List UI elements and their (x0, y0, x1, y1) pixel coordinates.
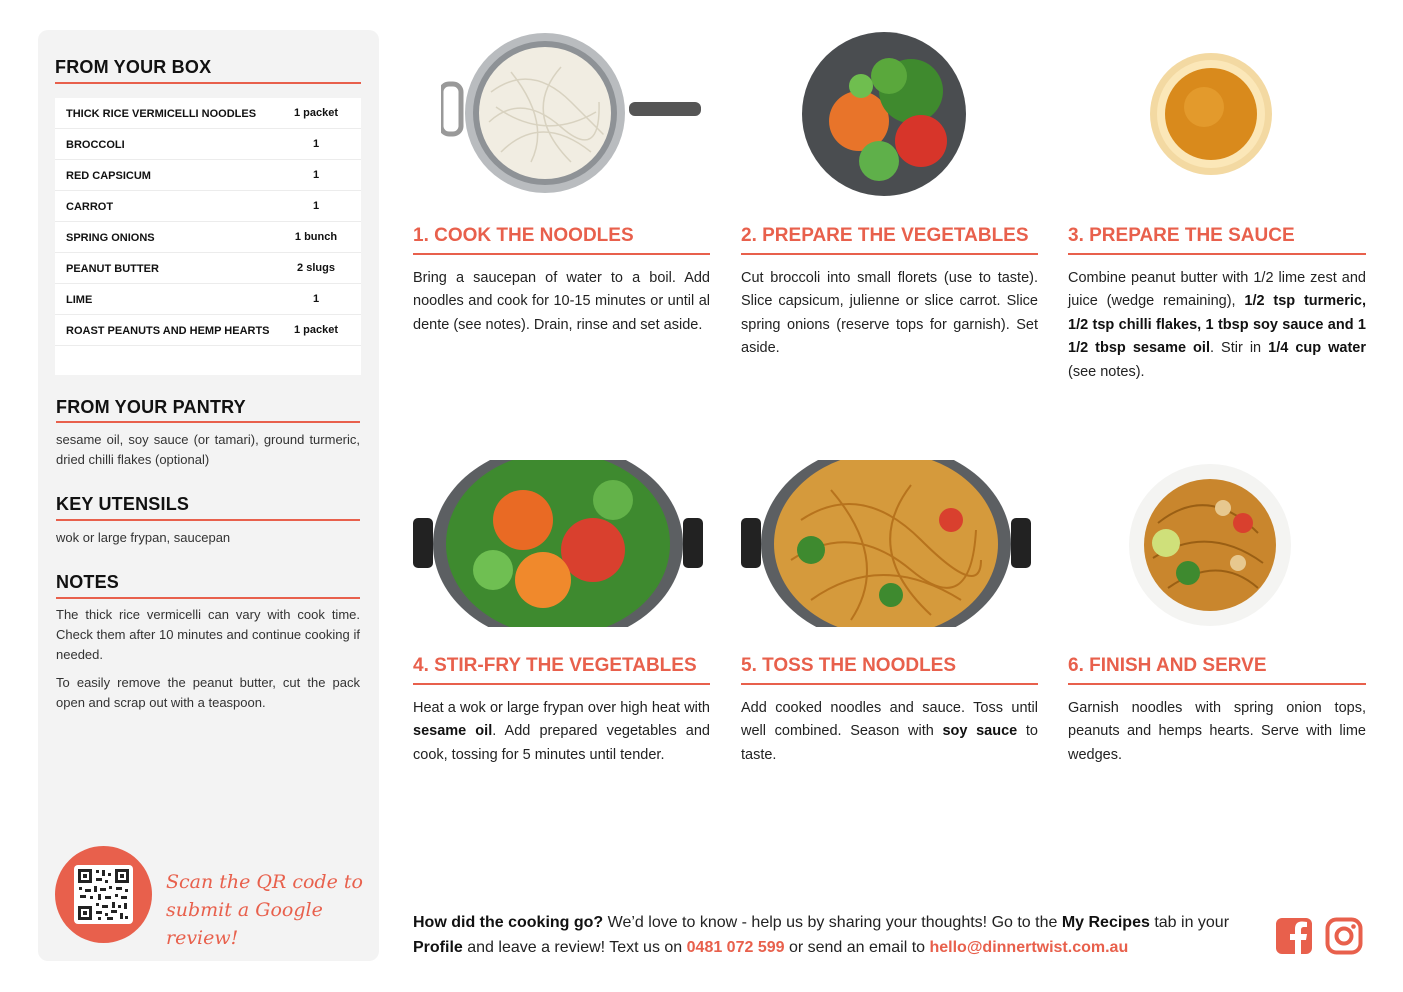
qr-caption-line: Scan the QR code to (166, 871, 363, 893)
qr-code-icon (74, 865, 133, 924)
ingredient-name: THICK RICE VERMICELLI NOODLES (66, 108, 257, 120)
key-utensils-rule (56, 519, 360, 521)
table-row (55, 315, 361, 346)
feedback-footer (413, 910, 1263, 960)
phone-link[interactable]: 0481 072 599 (686, 939, 785, 956)
utensils-text: wok or large frypan, saucepan (56, 530, 231, 545)
footer-text: We’d love to know - help us by sharing your thoughts! Go to the (603, 914, 1062, 931)
from-your-pantry-rule (56, 421, 360, 423)
step-4-rule (413, 683, 710, 685)
step-text-part: Heat a wok or large frypan over high heat with (413, 700, 710, 716)
footer-question: How did the cooking go? (413, 914, 604, 931)
step-text-part: . Add prepared vegetables and cook, tossing for 5 minutes until tender. (413, 723, 710, 763)
ingredient-qty: 1 (312, 138, 320, 150)
ingredient-qty: 1 (312, 169, 320, 181)
step-6-text (1068, 697, 1366, 767)
step-5-title: 5. TOSS THE NOODLES (741, 655, 957, 676)
footer-text: or send an email to (784, 939, 930, 956)
my-recipes-link[interactable]: My Recipes (1061, 914, 1150, 931)
ingredient-name: PEANUT BUTTER (66, 263, 159, 275)
step-4-title: 4. STIR-FRY THE VEGETABLES (413, 655, 697, 676)
step-1-text (413, 267, 710, 337)
table-row (55, 253, 361, 284)
table-row (55, 284, 361, 315)
notes-rule (56, 597, 360, 599)
table-row (55, 129, 361, 160)
step-text-bold: 1/4 cup water (1268, 340, 1367, 357)
ingredients-table (55, 98, 361, 375)
step-text-part: Combine peanut butter with 1/2 lime zest and juice (wedge remaining), (1068, 270, 1366, 310)
ingredient-qty: 1 (312, 293, 320, 305)
sauce-bowl-image (1149, 52, 1273, 176)
notes-paragraph: The thick rice vermicelli can vary with cook time. Check them after 10 minutes and continue cooking if needed. (56, 607, 360, 662)
toss-noodles-wok-image (741, 460, 1031, 627)
step-5-text (741, 697, 1038, 767)
facebook-icon[interactable] (1275, 917, 1313, 955)
step-4-text (413, 697, 710, 767)
step-text-part: Garnish noodles with spring onion tops, peanuts and hemps hearts. Serve with lime wedges. (1068, 700, 1366, 763)
ingredient-name: RED CAPSICUM (66, 170, 151, 182)
ingredient-qty: 2 slugs (297, 262, 335, 274)
table-row (55, 222, 361, 253)
ingredient-qty: 1 packet (293, 324, 339, 336)
step-text-bold: soy sauce (942, 723, 1018, 740)
step-text-part: Add cooked noodles and sauce. Toss until well combined. Season with (741, 700, 1038, 740)
step-2-title: 2. PREPARE THE VEGETABLES (741, 225, 1029, 246)
step-3-rule (1068, 253, 1366, 255)
key-utensils-title: KEY UTENSILS (56, 494, 190, 514)
from-your-pantry-title: FROM YOUR PANTRY (56, 397, 246, 417)
qr-caption-line: submit a Google review! (166, 899, 323, 949)
notes-paragraph: To easily remove the peanut butter, cut the pack open and scrap out with a teaspoon. (56, 675, 360, 710)
from-your-box-rule (55, 82, 361, 84)
ingredient-name: BROCCOLI (66, 139, 125, 151)
step-1-rule (413, 253, 710, 255)
pantry-text: sesame oil, soy sauce (or tamari), ground turmeric, dried chilli flakes (optional) (56, 432, 360, 467)
step-text-part: Cut broccoli into small florets (use to taste). Slice capsicum, julienne or slice carrot. Slice spring onions (reserve tops for garnish). Set aside. (741, 270, 1038, 357)
footer-text: tab in your (1149, 914, 1230, 931)
footer-text: and leave a review! Text us on (462, 939, 687, 956)
step-1-title: 1. COOK THE NOODLES (413, 225, 634, 246)
ingredient-qty: 1 bunch (294, 231, 338, 243)
step-2-text (741, 267, 1038, 361)
step-5-rule (741, 683, 1038, 685)
step-6-rule (1068, 683, 1366, 685)
step-text-part: . Stir in (1209, 340, 1269, 357)
notes-title: NOTES (56, 572, 120, 592)
step-6-title: 6. FINISH AND SERVE (1068, 655, 1267, 676)
step-text-part: (see notes). (1068, 363, 1145, 380)
table-row (55, 98, 361, 129)
ingredient-name: ROAST PEANUTS AND HEMP HEARTS (66, 325, 270, 337)
vegetables-bowl-image (801, 31, 967, 197)
table-row (55, 191, 361, 222)
step-3-title: 3. PREPARE THE SAUCE (1068, 225, 1295, 246)
step-text-bold: 1/2 tsp turmeric, 1/2 tsp chilli flakes, 1 tbsp soy sauce and 1 1/2 tbsp sesame oil (1068, 293, 1366, 357)
instagram-icon[interactable] (1325, 917, 1363, 955)
qr-code-badge[interactable] (55, 846, 152, 943)
noodles-saucepan-image (441, 32, 703, 194)
step-text-part: to taste. (741, 723, 1038, 763)
step-text-bold: sesame oil (413, 723, 493, 740)
step-3-text (1068, 267, 1366, 384)
stir-fry-wok-image (413, 460, 703, 627)
ingredient-name: SPRING ONIONS (66, 232, 155, 244)
ingredient-qty: 1 (312, 200, 320, 212)
step-2-rule (741, 253, 1038, 255)
qr-caption (166, 868, 366, 952)
from-your-box-title: FROM YOUR BOX (55, 57, 212, 77)
ingredient-name: CARROT (66, 201, 114, 213)
profile-link[interactable]: Profile (413, 939, 463, 956)
finished-dish-image (1128, 463, 1292, 627)
ingredient-qty: 1 packet (293, 107, 339, 119)
ingredient-name: LIME (66, 294, 93, 306)
step-text-part: Bring a saucepan of water to a boil. Add noodles and cook for 10-15 minutes or until al dente (see notes). Drain, rinse and set aside. (413, 270, 710, 333)
email-link[interactable]: hello@dinnertwist.com.au (929, 939, 1129, 956)
table-row (55, 160, 361, 191)
